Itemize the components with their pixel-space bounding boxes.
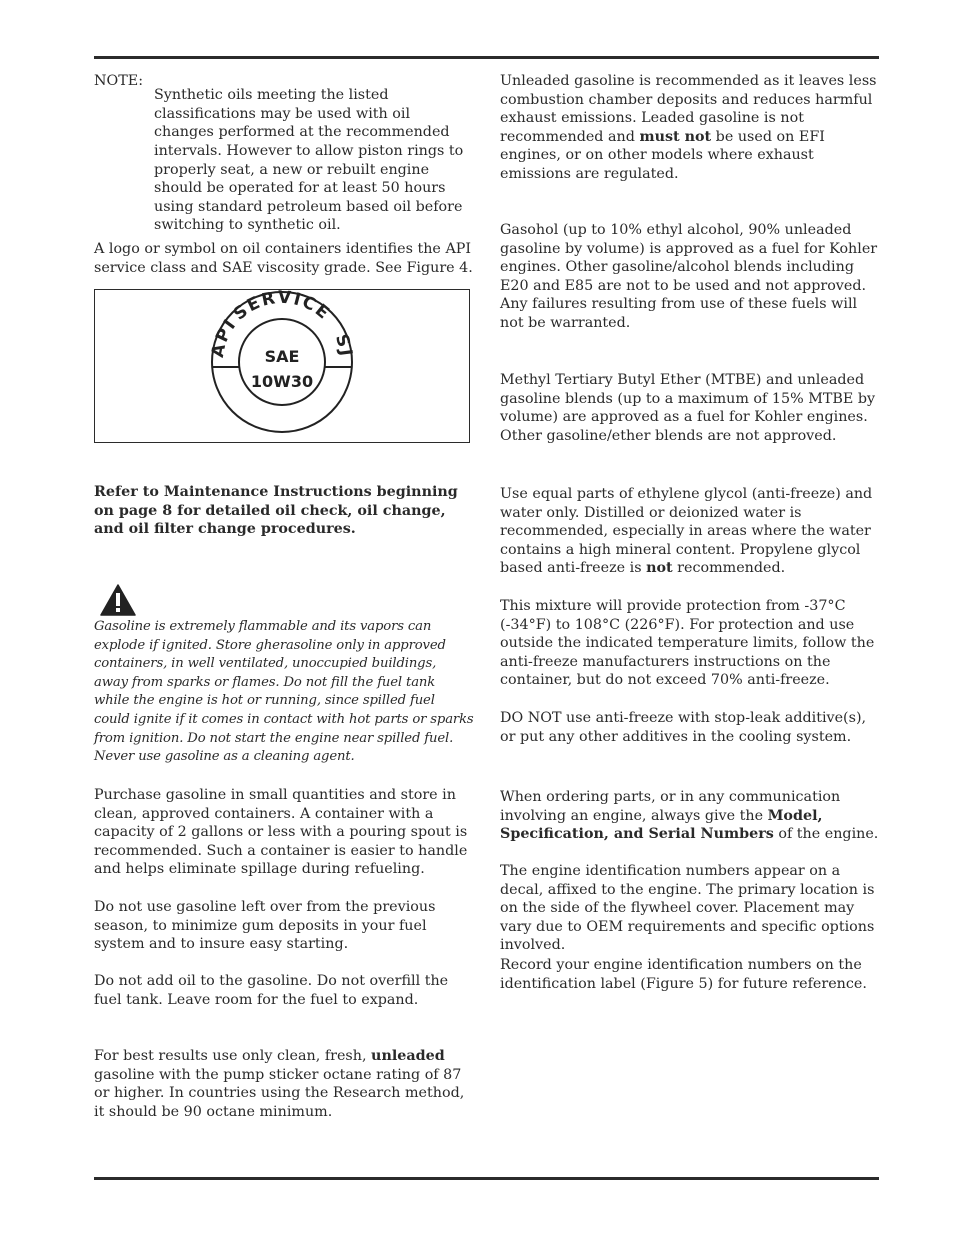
purchase-text: Purchase gasoline in small quantities and store in clean, approved containers. A container with a capacity of 2 gallons or less with a pouring spout is recommended. Such a container is easier to handle and helps eliminate spillage during refueling. <box>94 787 468 878</box>
best-results-text-b: gasoline with the pump sticker octane rating of 87 or higher. In countries using the Research method, it should be 90 octane minimum. <box>94 1066 465 1120</box>
api-sae-logo-figure <box>94 289 470 443</box>
no-oil-paragraph <box>94 972 474 1009</box>
warning-icon <box>100 584 136 620</box>
note-label: NOTE: <box>94 73 144 89</box>
decal-text: The engine identification numbers appear on a decal, affixed to the engine. The primary location is on the side of the flywheel cover. Placement may vary due to OEM requirements and specific options involved. <box>500 863 875 954</box>
gasohol-text: Gasohol (up to 10% ethyl alcohol, 90% unleaded gasoline by volume) is approved as a fuel for Kohler engines. Other gasoline/alcohol blends including E20 and E85 are not to be used and not approved. Any failures resulting from use of these fuels will not be warranted. <box>500 222 878 331</box>
coolant-text <box>500 485 880 578</box>
ordering-paragraph <box>500 788 880 844</box>
must-not-emphasis: must not <box>639 128 712 145</box>
bottom-rule <box>94 1177 879 1180</box>
unleaded-text <box>500 72 880 184</box>
protection-paragraph <box>500 597 880 690</box>
unleaded-text-a: Unleaded gasoline is recommended as it leaves less combustion chamber deposits and reduces harmful exhaust emissions. Leaded gasoline is not recommended and <box>500 73 877 145</box>
top-rule <box>94 56 879 59</box>
record-paragraph <box>500 956 880 993</box>
logo-intro-text: A logo or symbol on oil containers identifies the API service class and SAE viscosity grade. See Figure 4. <box>94 241 473 276</box>
refer-maintenance-text: Refer to Maintenance Instructions beginning on page 8 for detailed oil check, oil change, and oil filter change procedures. <box>94 484 458 538</box>
best-results-text <box>94 1047 474 1121</box>
svg-text:SJ <box>331 332 356 359</box>
refer-maintenance-paragraph <box>94 483 474 539</box>
logo-grade-text: 10W30 <box>250 372 314 391</box>
record-text: Record your engine identification numbers on the identification label (Figure 5) for future reference. <box>500 957 867 992</box>
no-oil-text: Do not add oil to the gasoline. Do not overfill the fuel tank. Leave room for the fuel to expand. <box>94 973 449 1008</box>
stop-leak-text: DO NOT use anti-freeze with stop-leak additive(s), or put any other additives in the cooling system. <box>500 710 867 745</box>
unleaded-text-b: be used on EFI engines, or on other models where exhaust emissions are regulated. <box>500 128 825 182</box>
logo-api-text: API <box>207 314 242 360</box>
not-emphasis: not <box>646 560 673 577</box>
gasoline-warning <box>94 618 474 767</box>
logo-service-text: SERVICE <box>229 290 335 325</box>
leftover-text: Do not use gasoline left over from the previous season, to minimize gum deposits in your fuel system and to insure easy starting. <box>94 899 436 953</box>
mtbe-paragraph <box>500 371 880 445</box>
api-service-symbol <box>95 290 471 444</box>
stop-leak-paragraph <box>500 709 880 746</box>
ordering-text-a: When ordering parts, or in any communication involving an engine, always give the <box>500 789 841 824</box>
note-text: Synthetic oils meeting the listed classifications may be used with oil changes performed at the recommended intervals. However to allow piston rings to properly seat, a new or rebuilt engine should be operated for at least 50 hours using standard petroleum based oil before switching to synthetic oil. <box>154 87 464 234</box>
leftover-paragraph <box>94 898 474 954</box>
mtbe-text: Methyl Tertiary Butyl Ether (MTBE) and unleaded gasoline blends (up to a maximum of 15% MTBE by volume) are approved as a fuel for Kohler engines. Other gasoline/ether blends are not approved. <box>500 372 876 444</box>
purchase-paragraph <box>94 786 474 879</box>
unleaded-emphasis: unleaded <box>371 1048 445 1064</box>
ordering-text-b: of the engine. <box>773 826 879 843</box>
coolant-text-b: recommended. <box>672 560 786 577</box>
model-spec-serial-emphasis: Model, Specification, and Serial Numbers <box>500 807 823 843</box>
gasoline-warning-text: Gasoline is extremely flammable and its vapors can explode if ignited. Store gherasoline only in approved containers, in well ventilated, unoccupied buildings, away from sparks or flames. Do not fill the fuel tank while the engine is hot or running, since spilled fuel could ignite if it comes in contact with hot parts or sparks from ignition. Do not start the engine near spilled fuel. Never use gasoline as a cleaning agent. <box>94 619 474 765</box>
coolant-paragraph <box>500 485 880 578</box>
protection-text: This mixture will provide protection from -37°C (-34°F) to 108°C (226°F). For protection and use outside the indicated temperature limits, follow the anti-freeze manufacturers instructions on the container, but do not exceed 70% anti-freeze. <box>500 598 875 689</box>
coolant-text-a: Use equal parts of ethylene glycol (anti-freeze) and water only. Distilled or deionized water is recommended, especially in areas where the water contains a high mineral content. Propylene glycol based anti-freeze is <box>500 486 873 577</box>
svg-text:API <box>208 315 241 360</box>
logo-sj-text: SJ <box>330 331 356 360</box>
best-results-paragraph <box>94 1047 474 1121</box>
decal-paragraph <box>500 862 880 955</box>
gasohol-paragraph <box>500 221 880 333</box>
unleaded-paragraph <box>500 72 880 184</box>
oil-note <box>94 72 474 249</box>
logo-sae-text: SAE <box>264 347 300 366</box>
best-results-text-a: For best results use only clean, fresh, <box>94 1048 372 1064</box>
ordering-text <box>500 788 880 844</box>
logo-intro-paragraph <box>94 240 474 277</box>
